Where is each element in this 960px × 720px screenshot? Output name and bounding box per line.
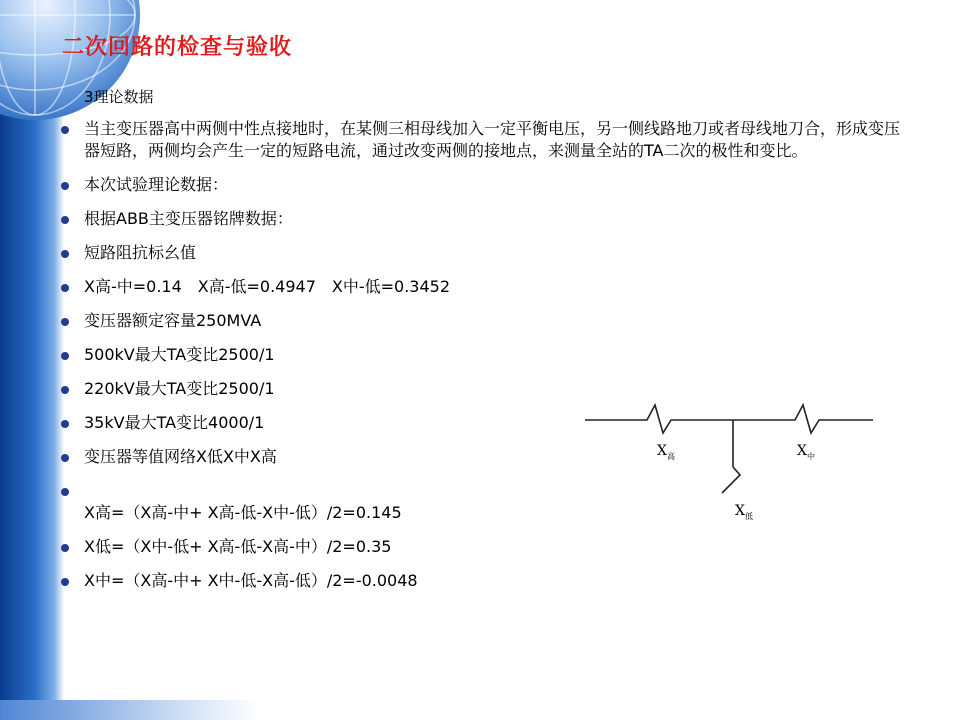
section-subtitle: 3理论数据 [84, 88, 154, 106]
list-item-text: 变压器等值网络X低X中X高 [84, 447, 277, 466]
list-item-text: 当主变压器高中两侧中性点接地时，在某侧三相母线加入一定平衡电压，另一侧线路地刀或者母线地刀合，形成变压器短路，两侧均会产生一定的短路电流，通过改变两侧的接地点，来测量全站的TA二次的极性和变比。 [84, 119, 901, 160]
bullet-icon [61, 488, 69, 496]
list-item [58, 344, 908, 366]
bullet-icon [61, 352, 69, 360]
bullet-icon [61, 454, 69, 462]
bullet-icon [61, 386, 69, 394]
equivalent-network-diagram [585, 395, 885, 555]
list-item [58, 276, 908, 298]
list-item [58, 174, 908, 196]
label-x-low: $X_低$ [735, 503, 753, 521]
list-item-text: 变压器额定容量250MVA [84, 311, 262, 330]
bullet-icon [61, 126, 69, 134]
bullet-icon [61, 578, 69, 586]
list-item [58, 208, 908, 230]
bullet-icon [61, 284, 69, 292]
label-x-high: $X_高$ [657, 443, 675, 461]
list-item [58, 242, 908, 264]
bullet-icon [61, 318, 69, 326]
list-item-text: X中=（X高-中+ X中-低-X高-低）/2=-0.0048 [84, 571, 418, 590]
list-item-text: 本次试验理论数据： [84, 175, 229, 194]
bullet-icon [61, 182, 69, 190]
bullet-icon [61, 250, 69, 258]
list-item [58, 570, 908, 592]
list-item-text: X低=（X中-低+ X高-低-X高-中）/2=0.35 [84, 537, 392, 556]
bullet-icon [61, 544, 69, 552]
list-item-text: 500kV最大TA变比2500/1 [84, 345, 275, 364]
list-item-text: 35kV最大TA变比4000/1 [84, 413, 265, 432]
list-item-text: 根据ABB主变压器铭牌数据： [84, 209, 293, 228]
list-item [58, 118, 908, 162]
network-lines [585, 395, 885, 555]
bullet-icon [61, 420, 69, 428]
bottom-decor-glow [0, 700, 260, 720]
bullet-icon [61, 216, 69, 224]
list-item [58, 310, 908, 332]
label-x-mid: $X_中$ [797, 443, 815, 461]
list-item-text: X高=（X高-中+ X高-低-X中-低）/2=0.145 [84, 503, 402, 522]
page-title: 二次回路的检查与验收 [62, 35, 293, 60]
list-item-text: 短路阻抗标幺值 [84, 243, 197, 262]
list-item-text: 220kV最大TA变比2500/1 [84, 379, 275, 398]
list-item-text: X高-中=0.14 X高-低=0.4947 X中-低=0.3452 [84, 277, 451, 296]
